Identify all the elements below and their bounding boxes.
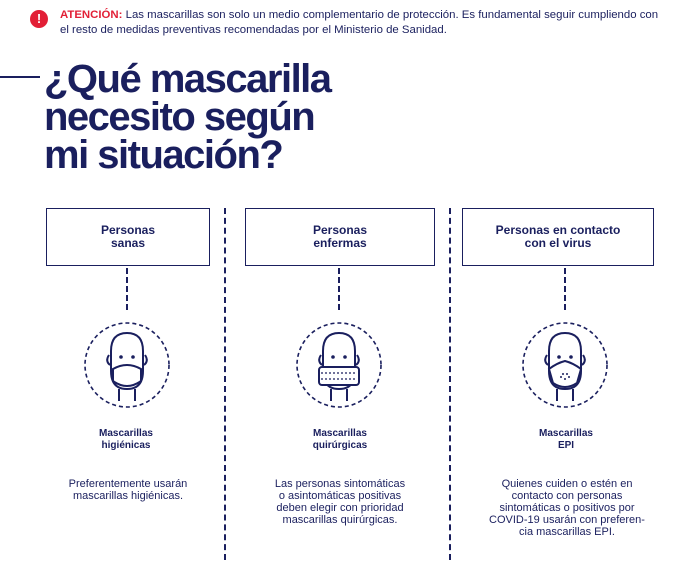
- category-box-sick: [245, 208, 435, 266]
- mask-type-line: EPI: [557, 440, 575, 451]
- description-line: Preferentemente usarán: [68, 478, 188, 490]
- mask-type-line: Mascarillas: [99, 428, 153, 439]
- mask-type-line: higiénicas: [101, 440, 151, 451]
- description-line: mascarillas quirúrgicas.: [282, 514, 398, 526]
- description-line: cia mascarillas EPI.: [519, 526, 615, 538]
- alert-message: Las mascarillas son solo un medio complementario de protección. Es fundamental seguir cumpliendo con el resto de medidas preventivas recomendadas por el Ministerio de Sanidad.: [60, 9, 659, 36]
- surgical-mask-face-icon: [295, 321, 383, 409]
- hygienic-mask-face-icon: [83, 321, 171, 409]
- title-line-1: ¿Qué mascarilla: [44, 57, 331, 101]
- description-line: COVID-19 usarán con preferen-: [489, 514, 645, 526]
- category-box-healthy: [46, 208, 210, 266]
- mask-type-label: [280, 428, 400, 452]
- column-description: [250, 478, 430, 526]
- alert-text: [60, 8, 660, 38]
- mask-type-label: [506, 428, 626, 452]
- page-title: [44, 57, 464, 177]
- epi-mask-face-icon: [521, 321, 609, 409]
- description-line: mascarillas higiénicas.: [72, 490, 184, 502]
- column-description: [472, 478, 662, 538]
- description-line: o asintomáticas positivas: [278, 490, 402, 502]
- mask-type-label: [66, 428, 186, 452]
- column-description: [38, 478, 218, 502]
- connector-line: [564, 268, 566, 310]
- category-label: con el virus: [524, 236, 592, 250]
- column-divider: [449, 208, 451, 560]
- mask-type-line: quirúrgicas: [312, 440, 368, 451]
- category-box-contact: [462, 208, 654, 266]
- title-line-2: necesito según: [44, 95, 315, 139]
- title-rule: [0, 76, 40, 78]
- connector-line: [126, 268, 128, 310]
- mask-type-line: Mascarillas: [313, 428, 367, 439]
- category-label: sanas: [110, 236, 146, 250]
- description-line: contacto con personas: [511, 490, 623, 502]
- category-label: Personas: [312, 223, 368, 237]
- connector-line: [338, 268, 340, 310]
- column-divider: [224, 208, 226, 560]
- description-line: Las personas sintomáticas: [274, 478, 406, 490]
- exclamation-icon: !: [30, 10, 48, 28]
- alert-label: ATENCIÓN:: [60, 9, 123, 21]
- description-line: sintomáticas o positivos por: [499, 502, 635, 514]
- title-line-3: mi situación?: [44, 133, 283, 177]
- description-line: Quienes cuiden o estén en: [501, 478, 633, 490]
- category-label: enfermas: [313, 236, 367, 250]
- category-label: Personas: [100, 223, 156, 237]
- category-label: Personas en contacto: [495, 223, 621, 237]
- description-line: deben elegir con prioridad: [276, 502, 404, 514]
- mask-type-line: Mascarillas: [539, 428, 593, 439]
